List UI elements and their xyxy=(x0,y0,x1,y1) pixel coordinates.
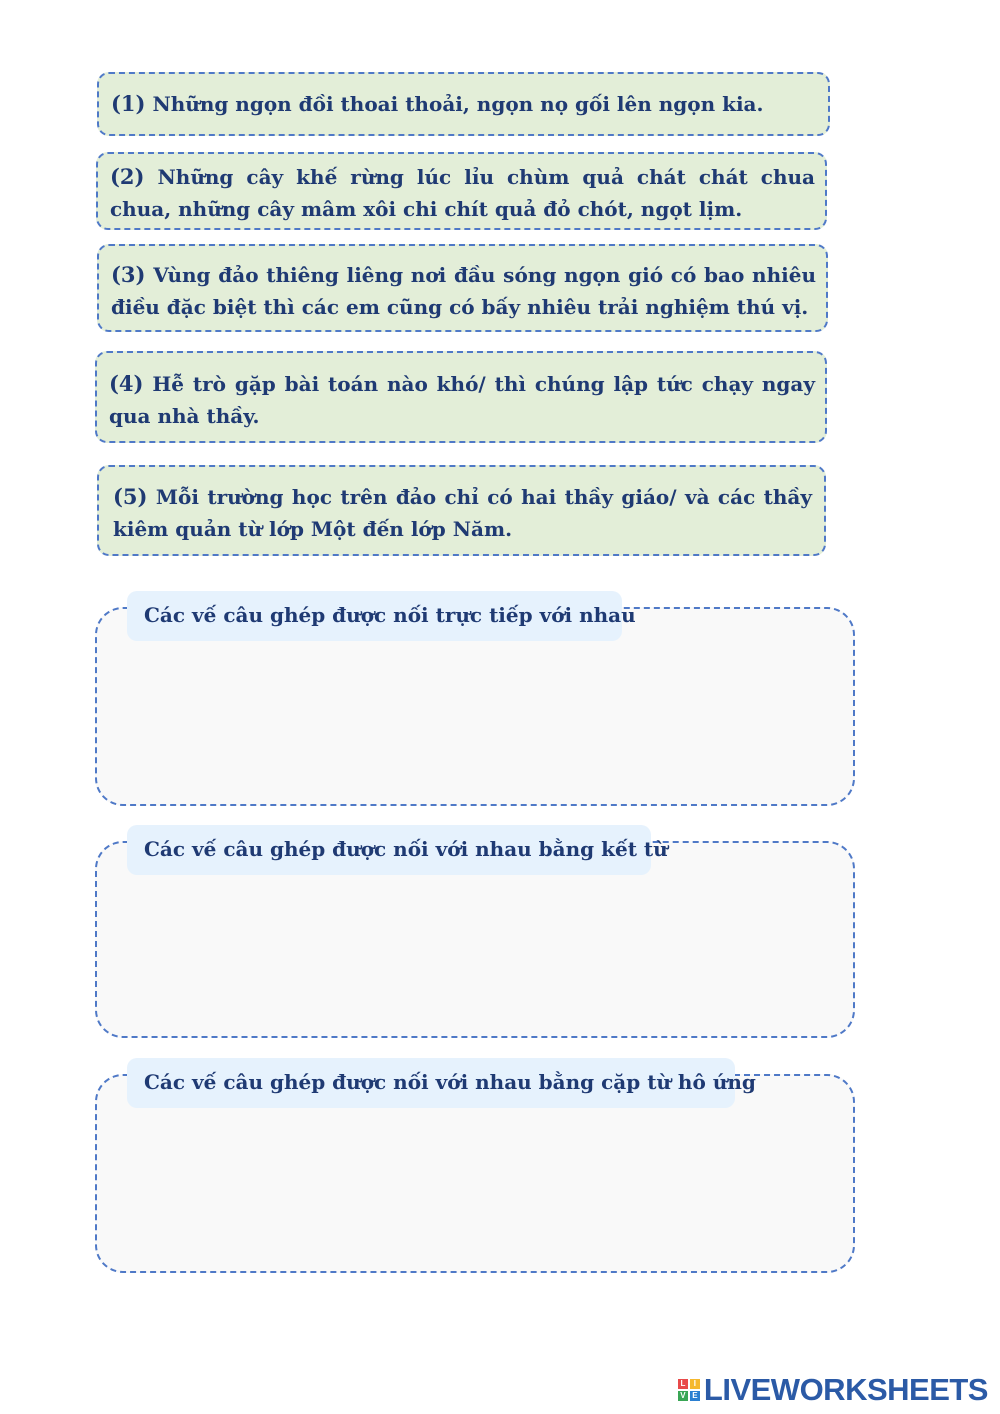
sentence-card-4[interactable] xyxy=(95,351,827,443)
sentence-text: Những ngọn đồi thoai thoải, ngọn nọ gối lên ngọn kia. xyxy=(152,92,764,116)
sentence-number: (2) xyxy=(110,164,145,189)
logo-letter: I xyxy=(690,1379,700,1389)
sentence-text: Mỗi trường học trên đảo chỉ có hai thầy giáo/ và các thầy kiêm quản từ lớp Một đến lớp Năm. xyxy=(113,485,812,541)
logo-letter: L xyxy=(678,1379,688,1389)
liveworksheets-brand xyxy=(678,1372,988,1408)
drop-zone-title: Các vế câu ghép được nối trực tiếp với nhau xyxy=(127,591,622,641)
drop-zone-title: Các vế câu ghép được nối với nhau bằng cặp từ hô ứng xyxy=(127,1058,735,1108)
sentence-number: (5) xyxy=(113,484,148,509)
sentence-card-5[interactable] xyxy=(97,465,826,556)
logo-letter: V xyxy=(678,1391,688,1401)
sentence-text: Những cây khế rừng lúc lỉu chùm quả chát chát chua chua, những cây mâm xôi chi chít quả đỏ chót, ngọt lịm. xyxy=(110,165,815,221)
sentence-number: (4) xyxy=(109,371,144,396)
drop-zone-title: Các vế câu ghép được nối với nhau bằng kết từ xyxy=(127,825,651,875)
sentence-text: Hễ trò gặp bài toán nào khó/ thì chúng lập tức chạy ngay qua nhà thầy. xyxy=(109,372,815,428)
sentence-number: (1) xyxy=(111,91,146,116)
sentence-card-2[interactable] xyxy=(96,152,827,230)
logo-letter: E xyxy=(690,1391,700,1401)
sentence-card-3[interactable] xyxy=(97,244,828,332)
sentence-card-1[interactable] xyxy=(97,72,830,136)
sentence-number: (3) xyxy=(111,262,146,287)
liveworksheets-logo-icon xyxy=(678,1379,700,1401)
sentence-text: Vùng đảo thiêng liêng nơi đầu sóng ngọn gió có bao nhiêu điều đặc biệt thì các em cũng có bấy nhiêu trải nghiệm thú vị. xyxy=(111,263,816,319)
brand-text: LIVEWORKSHEETS xyxy=(703,1372,988,1407)
